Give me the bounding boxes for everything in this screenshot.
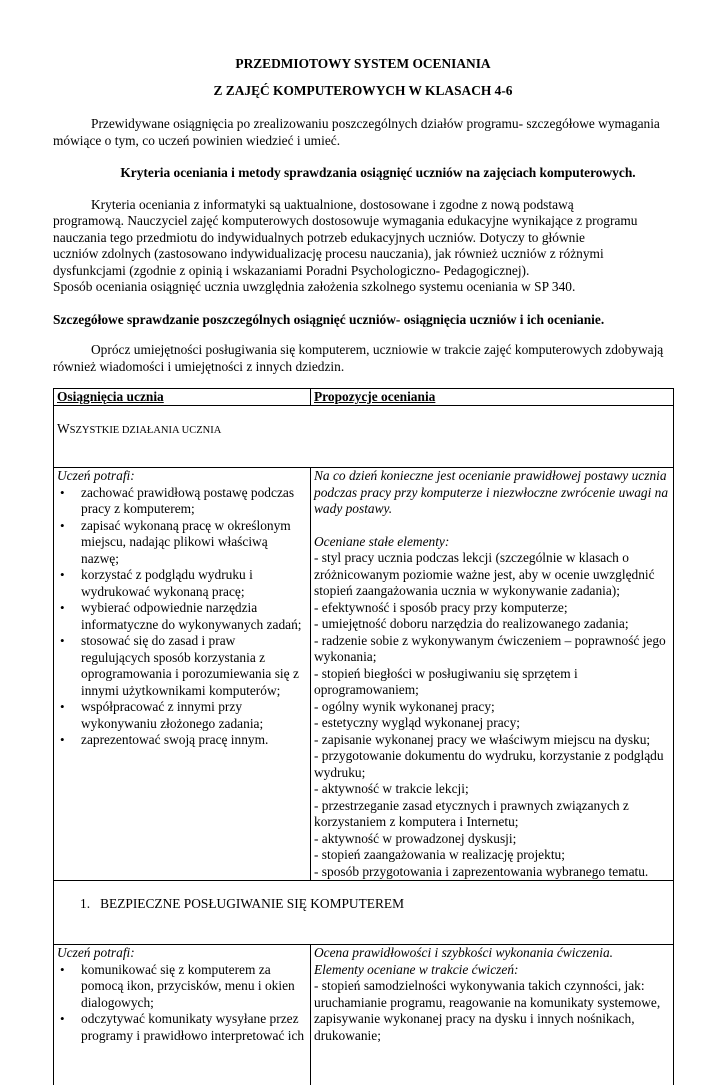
assessed-item: - stopień samodzielności wykonywania takich czynności, jak: uruchamianie programu, reagowanie na komunikaty systemowe, zapisywanie wykonanej pracy na dysku i innych nośnikach, drukowanie; — [314, 978, 670, 1044]
assessed-item: - przygotowanie dokumentu do wydruku, korzystanie z podglądu wydruku; — [314, 748, 670, 781]
assessed-item: - estetyczny wygląd wykonanej pracy; — [314, 715, 670, 732]
assessed-item: - umiejętność doboru narzędzia do realizowanego zadania; — [314, 616, 670, 633]
section-row-all-activities — [54, 406, 674, 468]
section-title-smallcaps: SZYSTKIE DZIAŁANIA UCZNIA — [70, 425, 222, 436]
table-row — [54, 468, 674, 881]
section-title-text: BEZPIECZNE POSŁUGIWANIE SIĘ KOMPUTEREM — [100, 896, 404, 911]
assessed-item: - styl pracy ucznia podczas lekcji (szczególnie w klasach o zróżnicowanym poziomie ważne jest, aby w ocenie uwzględnić stopień zaangażowania ucznia w wykonywanie zadania); — [314, 550, 670, 600]
assessed-item: - aktywność w trakcie lekcji; — [314, 781, 670, 798]
intro-paragraph: Przewidywane osiągnięcia po zrealizowaniu poszczególnych działów programu- szczegółowe wymagania mówiące o tym, co uczeń powinien wiedzieć i umieć. — [53, 116, 673, 149]
column-header-assessment: Propozycje oceniania — [311, 389, 674, 406]
section-number: 1. — [57, 896, 90, 911]
section-title-all-activities — [54, 406, 674, 468]
title-line-1: PRZEDMIOTOWY SYSTEM OCENIANIA — [53, 56, 673, 73]
criteria-line: programową. Nauczyciel zajęć komputerowych dostosowuje wymagania edukacyjne wynikające z programu — [53, 213, 673, 230]
assessed-item: - ogólny wynik wykonanej pracy; — [314, 699, 670, 716]
list-item: • korzystać z podglądu wydruku i wydrukować wykonaną pracę; — [57, 567, 307, 600]
list-item: • współpracować z innymi przy wykonywaniu złożonego zadania; — [57, 699, 307, 732]
criteria-line: Sposób oceniania osiągnięć ucznia uwzględnia założenia szkolnego systemu oceniania w SP 340. — [53, 279, 673, 296]
list-item: • stosować się do zasad i praw regulujących sposób korzystania z oprogramowania i porozumiewania się z innymi użytkownikami komputerów; — [57, 633, 307, 699]
assessed-item: - przestrzeganie zasad etycznych i prawnych związanych z korzystaniem z komputera i Internetu; — [314, 798, 670, 831]
criteria-line: Kryteria oceniania z informatyki są uaktualnione, dostosowane i zgodne z nową podstawą — [53, 197, 673, 214]
document-page — [53, 56, 673, 1085]
detail-heading: Szczegółowe sprawdzanie poszczególnych osiągnięć uczniów- osiągnięcia uczniów i ich ocenianie. — [53, 312, 673, 329]
table-header-row — [54, 389, 674, 406]
column-header-achievements: Osiągnięcia ucznia — [54, 389, 311, 406]
criteria-line: uczniów zdolnych (zastosowano indywidualizację procesu nauczania), jak również uczniów z różnymi — [53, 246, 673, 263]
exercise-note: Ocena prawidłowości i szybkości wykonania ćwiczenia. — [314, 945, 613, 960]
criteria-line: nauczania tego przedmiotu do indywidualnych potrzeb edukacyjnych uczniów. Dotyczy to głównie — [53, 230, 673, 247]
achievements-cell — [54, 468, 311, 881]
assessed-item: - stopień zaangażowania w realizację projektu; — [314, 847, 670, 864]
list-item: • odczytywać komunikaty wysyłane przez programy i prawidłowo interpretować ich — [57, 1011, 307, 1044]
criteria-line: dysfunkcjami (zgodnie z opinią i wskazaniami Poradni Psychologiczno- Pedagogicznej). — [53, 263, 673, 280]
assessment-cell — [311, 468, 674, 881]
assessed-item: - stopień biegłości w posługiwaniu się sprzętem i oprogramowaniem; — [314, 666, 670, 699]
assessed-elements-heading: Oceniane stałe elementy: — [314, 534, 449, 549]
assessed-item: - zapisanie wykonanej pracy we właściwym miejscu na dysku; — [314, 732, 670, 749]
list-item: • wybierać odpowiednie narzędzia informatyczne do wykonywanych zadań; — [57, 600, 307, 633]
assessment-table — [53, 388, 674, 1085]
assessed-item: - sposób przygotowania i zaprezentowania wybranego tematu. — [314, 864, 670, 881]
achievements-list — [57, 962, 307, 1045]
assessed-item: - aktywność w prowadzonej dyskusji; — [314, 831, 670, 848]
posture-note: Na co dzień konieczne jest ocenianie prawidłowej postawy ucznia podczas pracy przy komputerze i niezwłoczne zwrócenie uwagi na wady postawy. — [314, 468, 668, 516]
assessment-cell — [311, 945, 674, 1085]
achievements-intro: Uczeń potrafi: — [57, 468, 135, 483]
title-line-2: Z ZAJĘĆ KOMPUTEROWYCH W KLASACH 4-6 — [53, 83, 673, 100]
achievements-intro: Uczeń potrafi: — [57, 945, 135, 960]
achievements-list — [57, 485, 307, 749]
assessed-item: - radzenie sobie z wykonywanym ćwiczeniem – poprawność jego wykonania; — [314, 633, 670, 666]
list-item: • zachować prawidłową postawę podczas pracy z komputerem; — [57, 485, 307, 518]
criteria-heading: Kryteria oceniania i metody sprawdzania osiągnięć uczniów na zajęciach komputerowych. — [53, 165, 673, 182]
section-title-initial: W — [57, 421, 70, 436]
criteria-paragraph — [53, 197, 673, 296]
list-item: • zaprezentować swoją pracę innym. — [57, 732, 307, 749]
section-title-safe-computer-use — [54, 881, 674, 945]
section-row-safe-computer-use — [54, 881, 674, 945]
list-item: • zapisać wykonaną pracę w określonym miejscu, nadając plikowi właściwą nazwę; — [57, 518, 307, 568]
list-item: • komunikować się z komputerem za pomocą ikon, przycisków, menu i okien dialogowych; — [57, 962, 307, 1012]
achievements-cell — [54, 945, 311, 1085]
exercise-elements-heading: Elementy oceniane w trakcie ćwiczeń: — [314, 962, 519, 977]
assessed-item: - efektywność i sposób pracy przy komputerze; — [314, 600, 670, 617]
table-row — [54, 945, 674, 1085]
detail-paragraph: Oprócz umiejętności posługiwania się komputerem, uczniowie w trakcie zajęć komputerowych zdobywają również wiadomości i umiejętności z innych dziedzin. — [53, 342, 673, 375]
